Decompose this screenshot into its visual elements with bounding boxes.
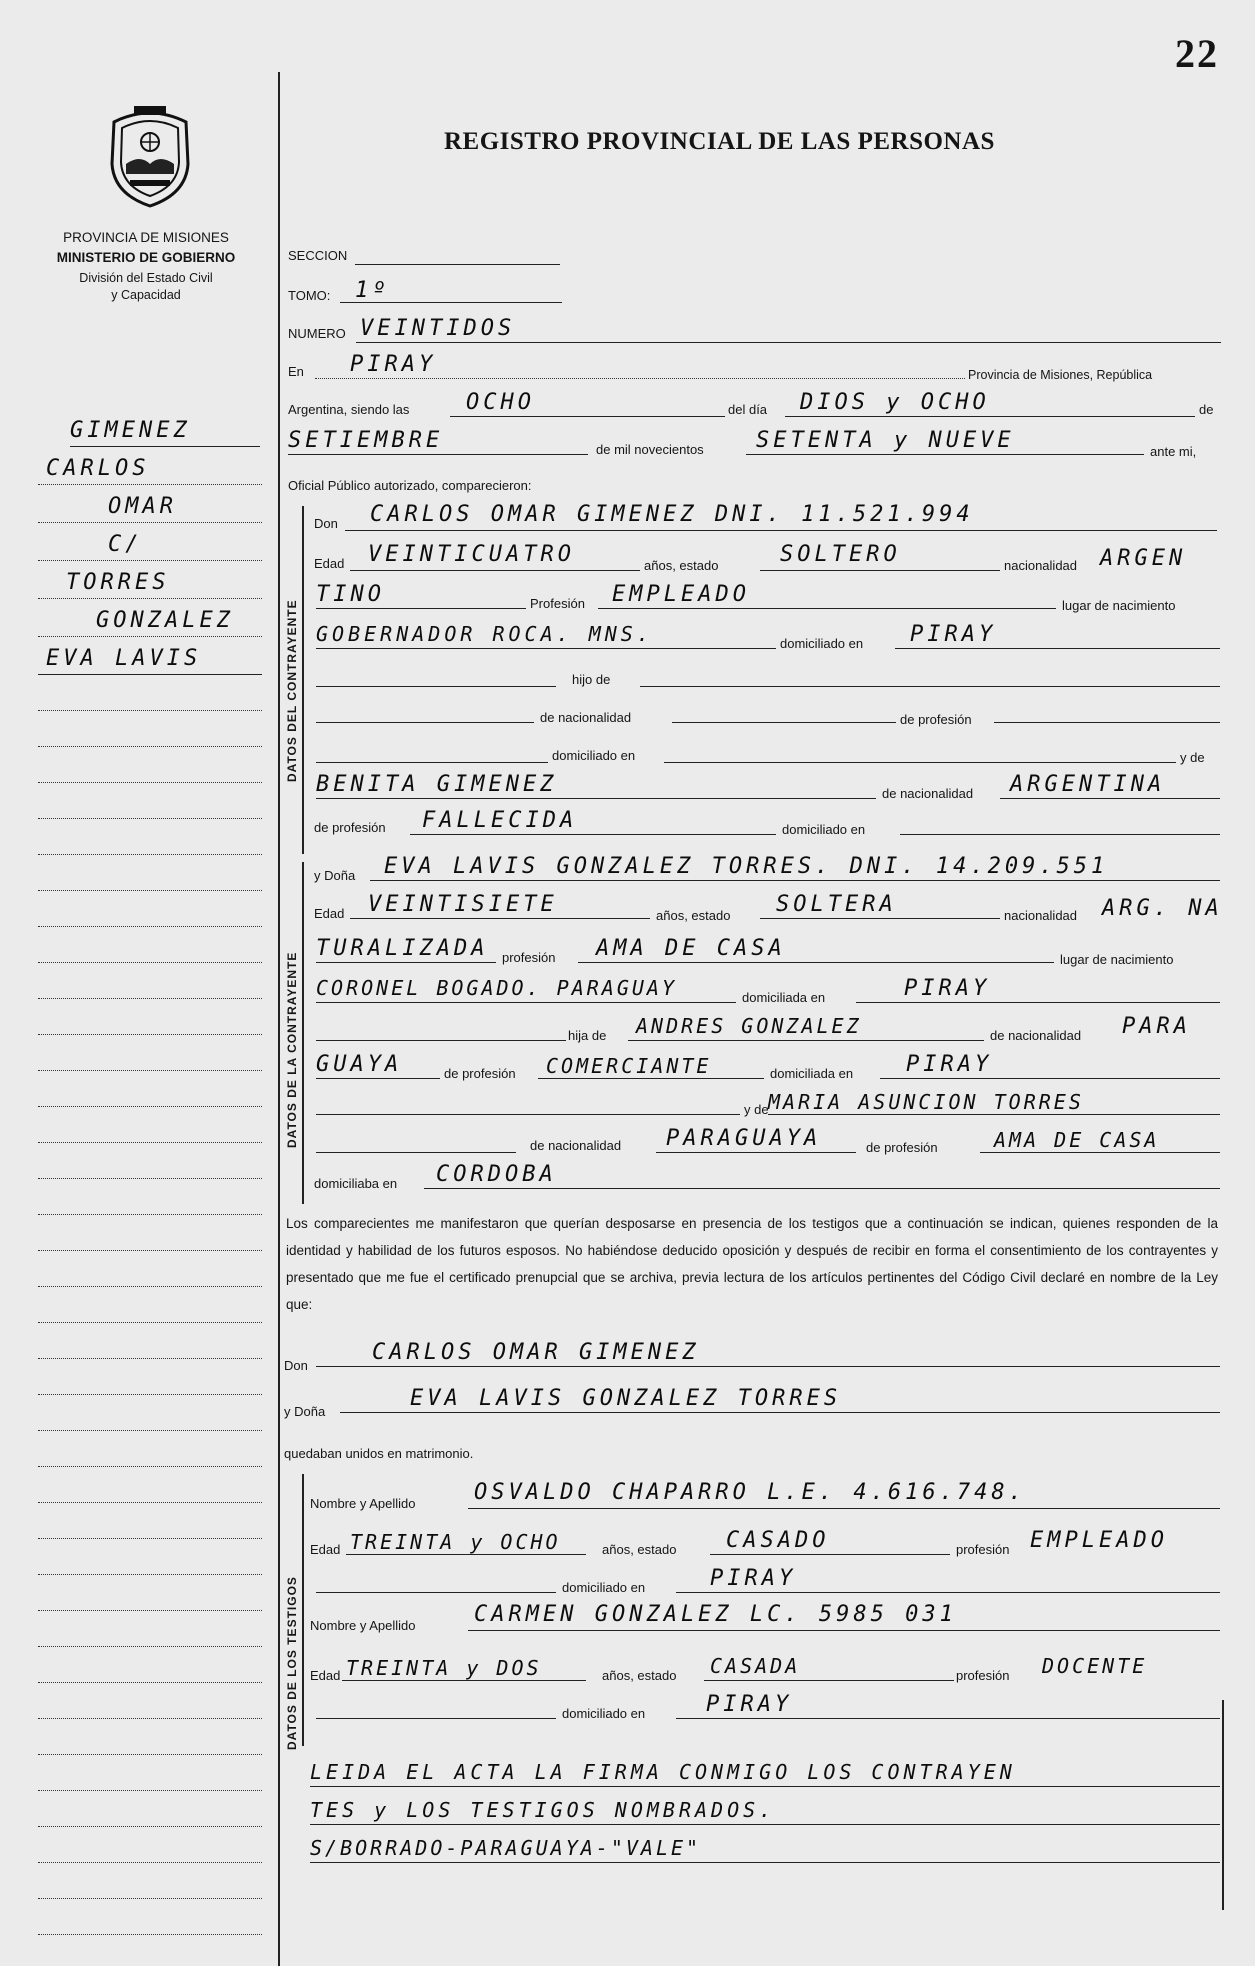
nacionalidad-label: nacionalidad (1004, 558, 1078, 573)
domiciliada-label: domiciliada en (742, 990, 826, 1005)
dia-value: DIOS y OCHO (800, 390, 990, 415)
madre2-dom-label: domiciliaba en (314, 1176, 398, 1191)
madre2-name: MARIA ASUNCION TORRES (768, 1090, 1084, 1114)
de-label: de (1199, 402, 1214, 417)
contrayente2-age: VEINTISIETE (368, 892, 558, 917)
anio-label: de mil novecientos (596, 442, 704, 457)
margin-note-name3: EVA LAVIS (46, 646, 202, 671)
margin-note-name2: OMAR (108, 494, 177, 519)
contrayente-status: SOLTERO (780, 542, 901, 567)
padre-nationality-cont: GUAYA (316, 1052, 403, 1077)
numero-value: VEINTIDOS (360, 316, 516, 341)
witness2-age: TREINTA y DOS (346, 1656, 542, 1680)
anio-value: SETENTA y NUEVE (756, 428, 1015, 453)
witness1-age: TREINTA y OCHO (350, 1530, 561, 1554)
tomo-label: TOMO: (288, 288, 331, 303)
seccion-label: SECCION (288, 248, 348, 263)
provincia-label: Provincia de Misiones, República (968, 368, 1153, 382)
quedaban-text: quedaban unidos en matrimonio. (284, 1446, 474, 1461)
padre-nationality: PARA (1122, 1014, 1191, 1039)
margin-note-con: C/ (108, 532, 143, 557)
domiciliado-label: domiciliado en (780, 636, 864, 651)
y-de-label: y de (1180, 750, 1205, 765)
ante-label: ante mi, (1150, 444, 1197, 459)
union-dona-label: y Doña (284, 1404, 326, 1419)
profesion-label: Profesión (530, 596, 585, 611)
tomo-value: 1º (355, 278, 390, 303)
oficial-label: Oficial Público autorizado, comparecieron: (288, 478, 532, 493)
dia-label: del día (728, 402, 768, 417)
witness1-profession: EMPLEADO (1030, 1528, 1168, 1553)
de-nacionalidad-label: de nacionalidad (540, 710, 632, 725)
contrayente2-name: EVA LAVIS GONZALEZ TORRES. DNI. 14.209.551 (384, 854, 1109, 879)
column-divider (278, 72, 280, 1966)
madre2-prof-label: de profesión (866, 1140, 938, 1155)
hora-value: OCHO (466, 390, 535, 415)
witness1-name: OSVALDO CHAPARRO L.E. 4.616.748. (474, 1480, 1026, 1505)
dona-label: y Doña (314, 868, 356, 883)
observation-line-2: TES y LOS TESTIGOS NOMBRADOS. (310, 1798, 776, 1822)
witness2-name: CARMEN GONZALEZ LC. 5985 031 (474, 1602, 957, 1627)
edad-label: Edad (314, 556, 345, 571)
t2-edad-label: Edad (310, 1668, 341, 1683)
madre2-domicile: CORDOBA (436, 1162, 557, 1187)
contrayente-birthplace: GOBERNADOR ROCA. MNS. (316, 622, 653, 646)
t1-dom-label: domiciliado en (562, 1580, 646, 1595)
madre-prof-label: de profesión (314, 820, 386, 835)
witness1-domicile: PIRAY (710, 1566, 797, 1591)
contrayente-name: CARLOS OMAR GIMENEZ DNI. 11.521.994 (370, 502, 974, 527)
en-label: En (288, 364, 304, 379)
division-label: División del Estado Civil (79, 271, 213, 285)
profesion2-label: profesión (502, 950, 556, 965)
madre2-profession: AMA DE CASA (994, 1128, 1160, 1152)
t1-nombre-label: Nombre y Apellido (310, 1496, 416, 1511)
hijo-label: hijo de (572, 672, 611, 687)
de-profesion-label: de profesión (900, 712, 972, 727)
madre-dom-label: domiciliado en (782, 822, 866, 837)
margin-note-name1: CARLOS (46, 456, 150, 481)
hija-label: hija de (568, 1028, 607, 1043)
padre-domicile: PIRAY (906, 1052, 993, 1077)
division-label-2: y Capacidad (111, 288, 181, 302)
contrayente-nationality: ARGEN (1100, 546, 1187, 571)
madre2-nac-label: de nacionalidad (530, 1138, 622, 1153)
union-don-label: Don (284, 1358, 308, 1373)
page-number: 22 (1175, 31, 1219, 76)
observation-line-1: LEIDA EL ACTA LA FIRMA CONMIGO LOS CONTRAYEN (310, 1760, 1016, 1784)
anios-label: años, estado (644, 558, 719, 573)
section-contrayente: DATOS DEL CONTRAYENTE (285, 599, 299, 782)
t2-dom-label: domiciliado en (562, 1706, 646, 1721)
witness2-domicile: PIRAY (706, 1692, 793, 1717)
section-contrayente2: DATOS DE LA CONTRAYENTE (285, 951, 299, 1148)
edad2-label: Edad (314, 906, 345, 921)
argentina-label: Argentina, siendo las (288, 402, 410, 417)
t1-anios-label: años, estado (602, 1542, 677, 1557)
contrayente2-profession: AMA DE CASA (596, 936, 786, 961)
numero-label: NUMERO (288, 326, 346, 341)
madre-name: BENITA GIMENEZ (316, 772, 558, 797)
contrayente2-status: SOLTERA (776, 892, 897, 917)
page-title: REGISTRO PROVINCIAL DE LAS PERSONAS (444, 128, 995, 155)
union-don-name: CARLOS OMAR GIMENEZ (372, 1340, 700, 1365)
contrayente2-domicile: PIRAY (904, 976, 991, 1001)
y-de2-label: y de (744, 1102, 769, 1117)
padre-name: ANDRES GONZALEZ (636, 1014, 862, 1038)
mes-value: SETIEMBRE (288, 428, 444, 453)
don-label: Don (314, 516, 338, 531)
margin-note-surname: GIMENEZ (70, 418, 191, 443)
madre-nac-label: de nacionalidad (882, 786, 974, 801)
t2-profesion-label: profesión (956, 1668, 1010, 1683)
contrayente-domicile: PIRAY (910, 622, 997, 647)
observation-line-3: S/BORRADO-PARAGUAYA-"VALE" (310, 1836, 702, 1860)
contrayente-profession: EMPLEADO (612, 582, 750, 607)
padre-nac-label: de nacionalidad (990, 1028, 1082, 1043)
t1-profesion-label: profesión (956, 1542, 1010, 1557)
en-value: PIRAY (350, 352, 437, 377)
t2-nombre-label: Nombre y Apellido (310, 1618, 416, 1633)
t2-anios-label: años, estado (602, 1668, 677, 1683)
contrayente2-nationality: ARG. NA (1102, 896, 1223, 921)
contrayente-age: VEINTICUATRO (368, 542, 575, 567)
union-dona-name: EVA LAVIS GONZALEZ TORRES (410, 1386, 842, 1411)
witness1-status: CASADO (726, 1528, 830, 1553)
witness2-status: CASADA (710, 1654, 801, 1678)
margin-note-surname2: TORRES (66, 570, 170, 595)
padre-prof-label: de profesión (444, 1066, 516, 1081)
madre-nationality: ARGENTINA (1010, 772, 1166, 797)
anios2-label: años, estado (656, 908, 731, 923)
section-testigos: DATOS DE LOS TESTIGOS (285, 1576, 299, 1750)
declaration-text: Los comparecientes me manifestaron que querían desposarse en presencia de los testigos que a continuación se indican, quienes responden de la identidad y habilidad de los futuros esposos. No habiéndose deducido oposición y después de recibir en forma el consentimiento de los contrayentes y presentado que me fue el certificado prenupcial que se archiva, previa lectura de los artículos pertinentes del Código Civil declaré en nombre de la Ley que: (286, 1216, 1218, 1312)
madre2-nationality: PARAGUAYA (666, 1126, 822, 1151)
province-label: PROVINCIA DE MISIONES (63, 230, 229, 245)
t1-edad-label: Edad (310, 1542, 341, 1557)
contrayente-nationality-cont: TINO (316, 582, 385, 607)
lugar-label: lugar de nacimiento (1062, 598, 1176, 613)
provincial-seal (100, 102, 200, 212)
padre-profession: COMERCIANTE (546, 1054, 712, 1078)
madre-profession: FALLECIDA (422, 808, 578, 833)
contrayente2-nationality-cont: TURALIZADA (316, 936, 489, 961)
padre-dom-label: domiciliada en (770, 1066, 854, 1081)
nacionalidad2-label: nacionalidad (1004, 908, 1078, 923)
lugar2-label: lugar de nacimiento (1060, 952, 1174, 967)
ministry-label: MINISTERIO DE GOBIERNO (56, 250, 236, 265)
contrayente2-birthplace: CORONEL BOGADO. PARAGUAY (316, 976, 677, 1000)
margin-note-surname3: GONZALEZ (96, 608, 234, 633)
witness2-profession: DOCENTE (1042, 1654, 1148, 1678)
domiciliado-en-label: domiciliado en (552, 748, 636, 763)
